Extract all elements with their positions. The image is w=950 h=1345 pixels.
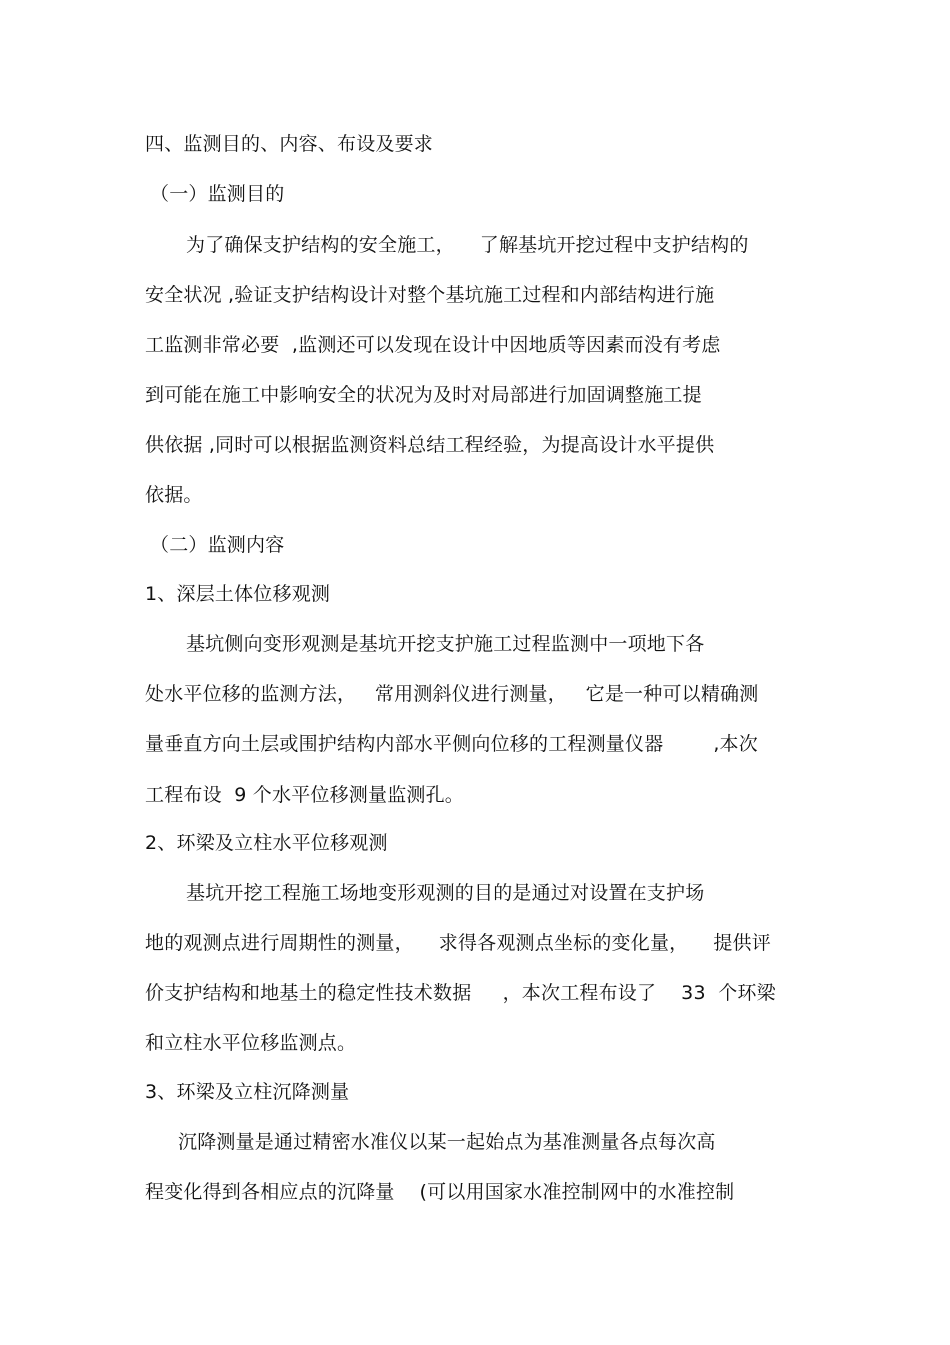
section1-title: （一）监测目的 [150,183,285,205]
section-heading: 四、监测目的、内容、布设及要求 [145,133,434,155]
item3-para-line: 沉降测量是通过精密水准仪以某一起始点为基准测量各点每次高 [178,1131,716,1153]
item2-para-line: 地的观测点进行周期性的测量， 求得各观测点坐标的变化量， 提供评 [145,932,771,954]
item3-title: 3、环梁及立柱沉降测量 [145,1081,350,1103]
section1-para-line: 供依据 ,同时可以根据监测资料总结工程经验，为提高设计水平提供 [145,434,715,456]
item1-para-line: 基坑侧向变形观测是基坑开挖支护施工过程监测中一项地下各 [186,633,705,655]
section1-para-line: 工监测非常必要 ,监测还可以发现在设计中因地质等因素而没有考虑 [145,334,721,356]
item1-para-line: 处水平位移的监测方法， 常用测斜仪进行测量， 它是一种可以精确测 [145,683,759,705]
item1-para-line: 工程布设 9 个水平位移测量监测孔。 [145,784,465,806]
section1-para-line: 依据。 [145,484,203,506]
section2-title: （二）监测内容 [150,534,285,556]
item1-para-line: 量垂直方向土层或围护结构内部水平侧向位移的工程测量仪器 ,本次 [145,733,758,755]
section1-para-line: 为了确保支护结构的安全施工， 了解基坑开挖过程中支护结构的 [186,234,749,256]
item2-para-line: 和立柱水平位移监测点。 [145,1032,357,1054]
item2-title: 2、环梁及立柱水平位移观测 [145,832,388,854]
item3-para-line: 程变化得到各相应点的沉降量 (可以用国家水准控制网中的水准控制 [145,1181,735,1203]
item2-para-line: 基坑开挖工程施工场地变形观测的目的是通过对设置在支护场 [186,882,705,904]
section1-para-line: 安全状况 ,验证支护结构设计对整个基坑施工过程和内部结构进行施 [145,284,715,306]
item2-para-line: 价支护结构和地基土的稳定性技术数据 ，本次工程布设了 33 个环梁 [145,982,776,1004]
item1-title: 1、深层土体位移观测 [145,583,331,605]
section1-para-line: 到可能在施工中影响安全的状况为及时对局部进行加固调整施工提 [145,384,702,406]
